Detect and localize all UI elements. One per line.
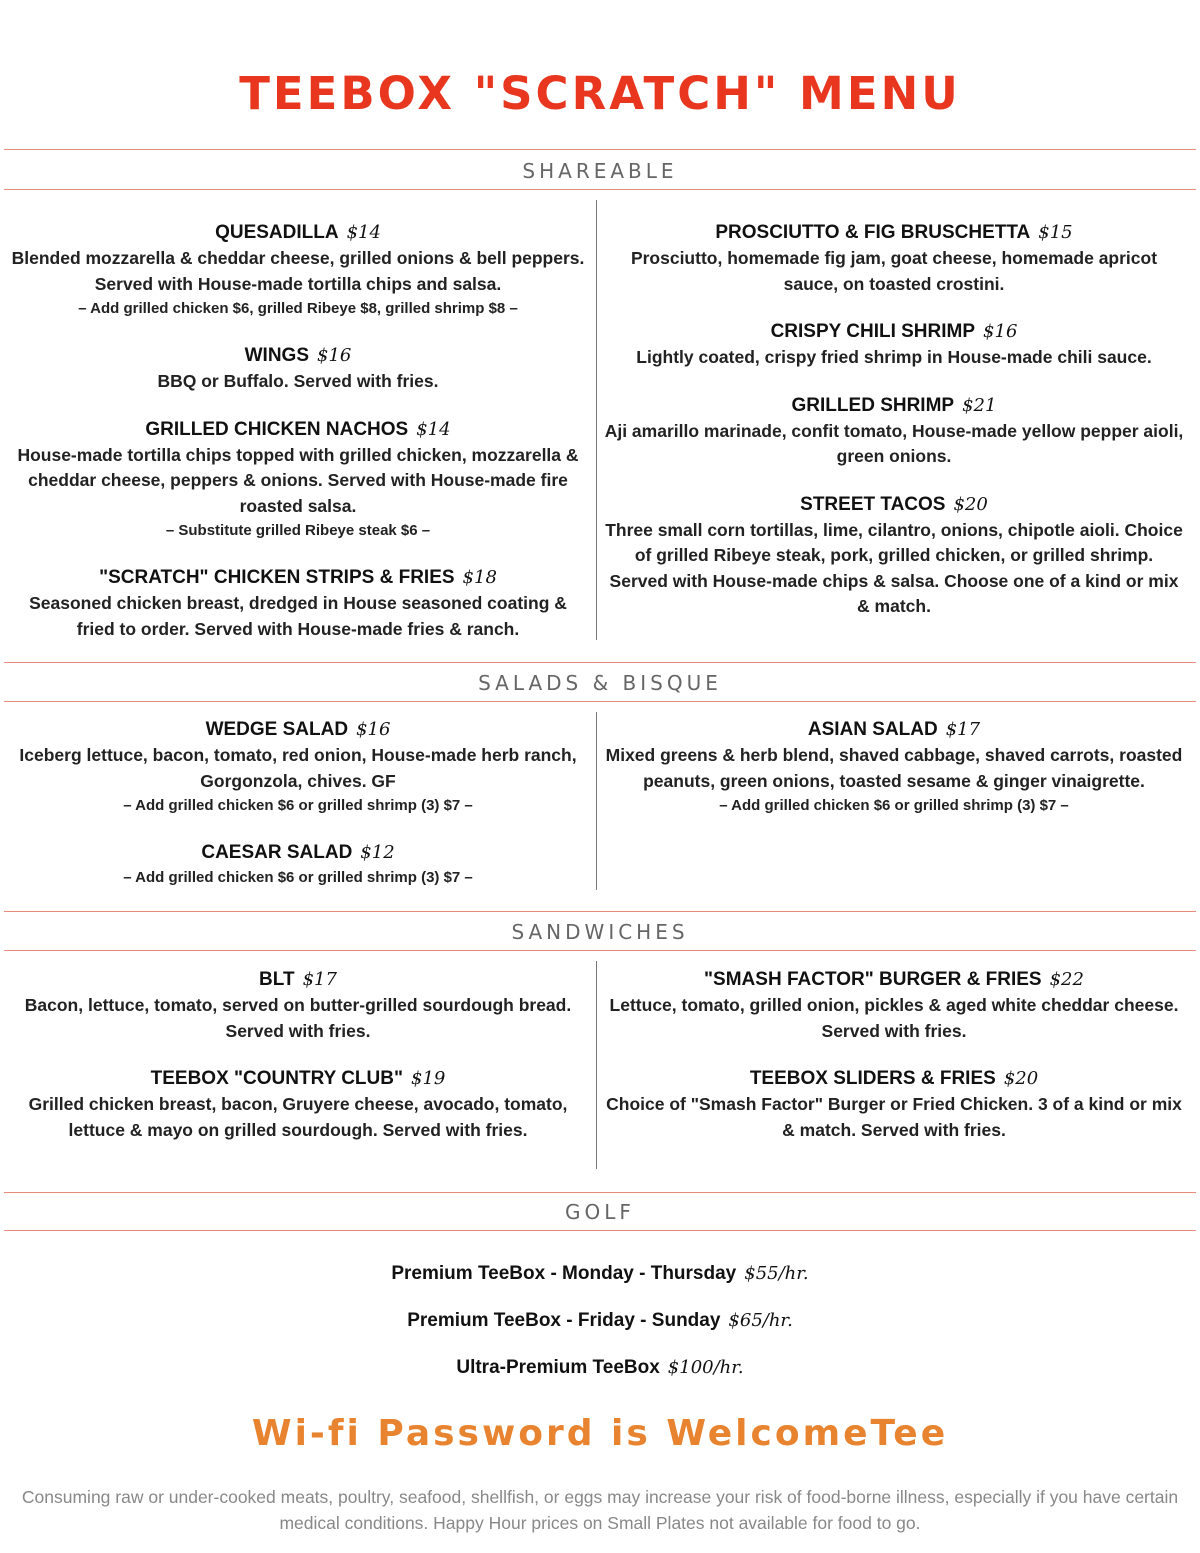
golf-rate (0, 1260, 1200, 1288)
menu-item-name: CAESAR SALAD (201, 842, 353, 863)
menu-item-name: GRILLED SHRIMP (791, 394, 955, 416)
menu-item-heading (8, 840, 588, 866)
menu-item (8, 343, 588, 395)
sandwiches-right-column (604, 967, 1184, 1165)
menu-item-addon: – Substitute grilled Ribeye steak $6 – (165, 522, 431, 539)
menu-item-description: Bacon, lettuce, tomato, served on butter-grilled sourdough bread. Served with fries. (24, 995, 572, 1041)
section-rule (4, 1230, 1196, 1231)
menu-item-description: Lightly coated, crispy fried shrimp in House-made chili sauce. (636, 347, 1152, 367)
menu-item (604, 220, 1184, 297)
menu-item-price: $17 (945, 719, 981, 740)
section-label-golf: GOLF (565, 1200, 635, 1224)
menu-item-price: $14 (416, 418, 451, 440)
menu-item-name: "SCRATCH" CHICKEN STRIPS & FRIES (99, 567, 455, 588)
golf-rate-price: $65/hr. (728, 1310, 793, 1331)
menu-item-description: Iceberg lettuce, bacon, tomato, red onion, House-made herb ranch, Gorgonzola, chives. GF (19, 745, 577, 791)
wifi-password: Wi-fi Password is WelcomeTee (251, 1413, 949, 1454)
shareable-right-column (604, 220, 1184, 642)
section-rule (4, 189, 1196, 190)
menu-title: TEEBOX "SCRATCH" MENU (239, 67, 961, 120)
section-rule (4, 701, 1196, 702)
menu-item (8, 220, 588, 321)
menu-item-description: Aji amarillo marinade, confit tomato, House-made yellow pepper aioli, green onions. (604, 420, 1184, 466)
golf-rate-name: Ultra-Premium TeeBox (456, 1357, 660, 1378)
menu-item-description: Prosciutto, homemade fig jam, goat cheese, homemade apricot sauce, on toasted crostini. (630, 248, 1158, 294)
section-rule (4, 149, 1196, 150)
menu-item-heading (8, 565, 588, 591)
menu-item-description: BBQ or Buffalo. Served with fries. (157, 371, 439, 391)
food-safety-disclaimer: Consuming raw or under-cooked meats, poultry, seafood, shellfish, or eggs may increase your risk of food-borne illness, especially if you have certain medical conditions. Happy Hour prices on Small Plates not available for food to go. (21, 1487, 1179, 1533)
menu-item-name: CRISPY CHILI SHRIMP (770, 321, 976, 342)
menu-item-name: TEEBOX "COUNTRY CLUB" (150, 1068, 403, 1089)
menu-item-name: BLT (259, 969, 295, 990)
menu-item-heading (604, 492, 1184, 518)
menu-item-name: GRILLED CHICKEN NACHOS (145, 418, 409, 440)
section-rule (4, 911, 1196, 912)
golf-rate-price: $100/hr. (667, 1357, 744, 1378)
menu-item (8, 417, 588, 544)
menu-item-heading (604, 220, 1184, 246)
menu-item-description: Seasoned chicken breast, dredged in House seasoned coating & fried to order. Served with House-made fries & ranch. (29, 593, 567, 639)
golf-rate-name: Premium TeeBox - Monday - Thursday (391, 1263, 737, 1284)
golf-rate-name: Premium TeeBox - Friday - Sunday (407, 1310, 721, 1331)
sandwiches-left-column (8, 967, 588, 1165)
menu-item-name: ASIAN SALAD (807, 719, 938, 740)
menu-item-price: $21 (962, 394, 997, 416)
menu-item-name: "SMASH FACTOR" BURGER & FRIES (704, 969, 1042, 990)
menu-item-heading (8, 1066, 588, 1092)
golf-rate (0, 1307, 1200, 1335)
menu-item-name: WINGS (244, 345, 310, 366)
section-label-shareable: SHAREABLE (522, 159, 678, 183)
section-rule (4, 950, 1196, 951)
menu-item-description: Three small corn tortillas, lime, cilantro, onions, chipotle aioli. Choice of grilled Ribeye steak, pork, grilled chicken, or grilled shrimp. Served with House-made chips & salsa. Choose one of a kind or mix & match. (605, 519, 1183, 616)
menu-item-price: $14 (346, 222, 381, 243)
menu-item-price: $20 (1003, 1068, 1039, 1089)
section-label-salads: SALADS & BISQUE (478, 671, 722, 695)
menu-item-price: $17 (302, 969, 337, 990)
menu-item-name: TEEBOX SLIDERS & FRIES (749, 1068, 996, 1089)
menu-item-description: Lettuce, tomato, grilled onion, pickles & aged white cheddar cheese. Served with fries. (609, 995, 1179, 1041)
menu-item (604, 393, 1184, 470)
menu-item-price: $22 (1049, 969, 1084, 990)
menu-item (604, 717, 1184, 818)
menu-item-name: STREET TACOS (800, 493, 946, 515)
menu-item-price: $16 (983, 321, 1018, 342)
column-divider (596, 961, 597, 1169)
menu-item-description: House-made tortilla chips topped with grilled chicken, mozzarella & cheddar cheese, peppers & onions. Served with House-made fire roasted salsa. (17, 444, 579, 516)
golf-rate-price: $55/hr. (744, 1263, 809, 1284)
menu-item (8, 565, 588, 642)
menu-item (604, 967, 1184, 1044)
menu-item-price: $16 (356, 719, 391, 740)
section-rule (4, 662, 1196, 663)
menu-item-heading (8, 717, 588, 743)
menu-item-heading (604, 967, 1184, 993)
menu-item-addon: – Add grilled chicken $6 or grilled shrimp (3) $7 – (123, 797, 473, 814)
golf-rate (0, 1354, 1200, 1382)
menu-item (604, 319, 1184, 371)
menu-item-price: $20 (953, 493, 988, 515)
menu-item (8, 967, 588, 1044)
column-divider (596, 200, 597, 640)
menu-item (8, 1066, 588, 1143)
menu-item-heading (8, 417, 588, 443)
salads-left-column (8, 717, 588, 912)
menu-item-addon: – Add grilled chicken $6, grilled Ribeye $8, grilled shrimp $8 – (78, 300, 518, 317)
menu-item-price: $18 (462, 567, 497, 588)
menu-item-price: $16 (317, 345, 352, 366)
menu-item-addon: – Add grilled chicken $6 or grilled shrimp (3) $7 – (719, 797, 1069, 814)
column-divider (596, 712, 597, 890)
menu-item (604, 492, 1184, 620)
menu-item-heading (8, 967, 588, 993)
menu-item-heading (8, 343, 588, 369)
shareable-left-column (8, 220, 588, 664)
menu-item-heading (604, 393, 1184, 419)
salads-right-column (604, 717, 1184, 840)
menu-item-price: $19 (411, 1068, 446, 1089)
menu-item (8, 840, 588, 890)
menu-item-name: QUESADILLA (215, 222, 339, 243)
menu-item-description: Mixed greens & herb blend, shaved cabbage, shaved carrots, roasted peanuts, green onions, toasted sesame & ginger vinaigrette. (605, 745, 1183, 791)
menu-item-description: Grilled chicken breast, bacon, Gruyere cheese, avocado, tomato, lettuce & mayo on grilled sourdough. Served with fries. (28, 1094, 568, 1140)
menu-item-heading (604, 717, 1184, 743)
menu-item-description: Blended mozzarella & cheddar cheese, grilled onions & bell peppers. Served with House-made tortilla chips and salsa. (11, 248, 585, 294)
menu-item (8, 717, 588, 818)
menu-item-price: $15 (1038, 222, 1073, 243)
menu-item-name: PROSCIUTTO & FIG BRUSCHETTA (715, 222, 1031, 243)
menu-item-heading (8, 220, 588, 246)
menu-item-heading (604, 319, 1184, 345)
menu-item-price: $12 (360, 842, 395, 863)
section-label-sandwiches: SANDWICHES (511, 920, 689, 944)
menu-item-description: Choice of "Smash Factor" Burger or Fried Chicken. 3 of a kind or mix & match. Served with fries. (606, 1094, 1182, 1140)
menu-item-heading (604, 1066, 1184, 1092)
menu-item-addon: – Add grilled chicken $6 or grilled shrimp (3) $7 – (123, 869, 473, 886)
menu-item-name: WEDGE SALAD (205, 719, 349, 740)
menu-item (604, 1066, 1184, 1143)
